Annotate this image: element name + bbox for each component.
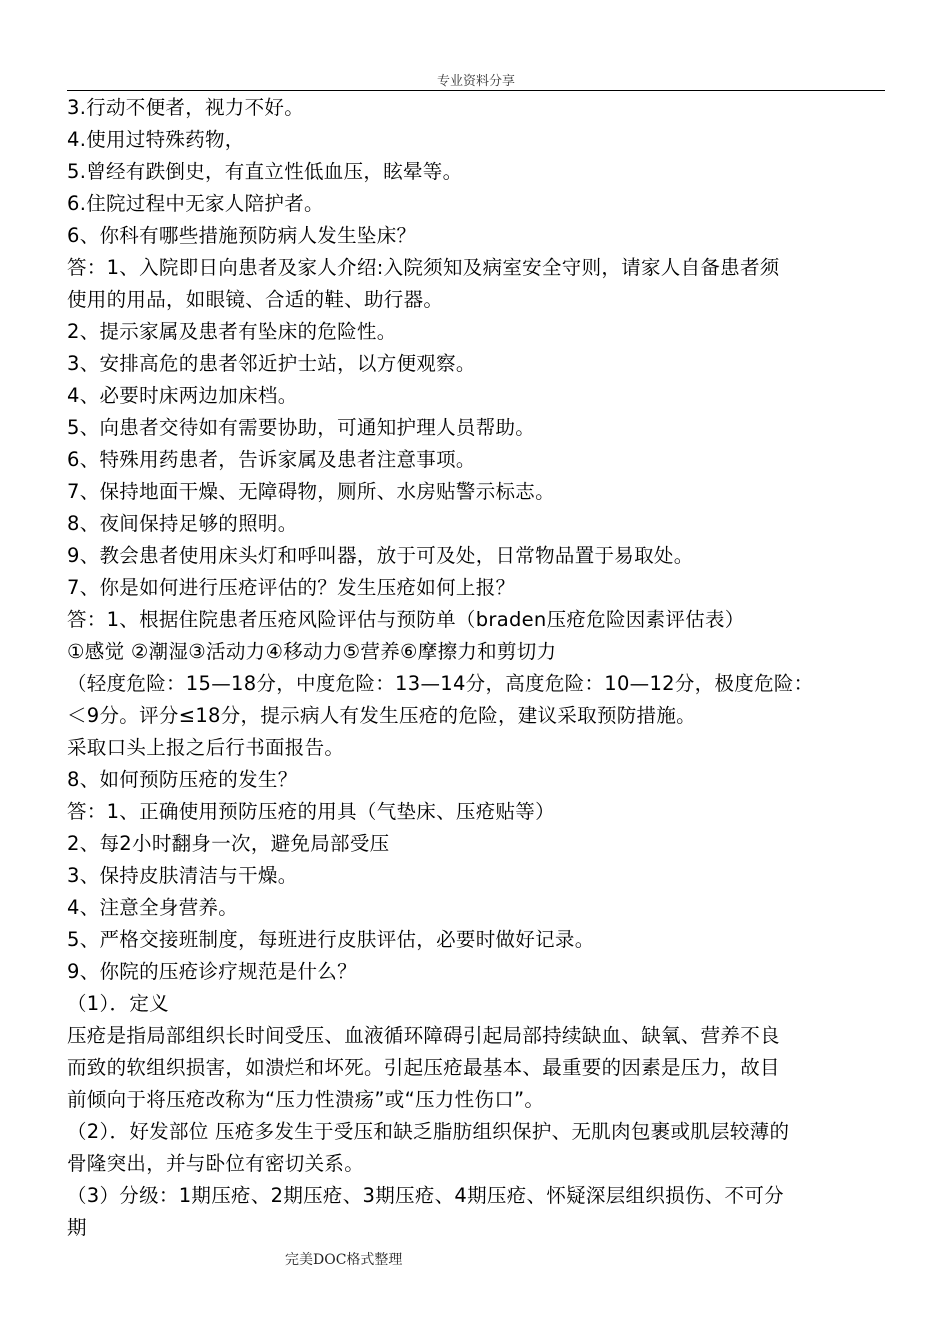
page-header <box>67 68 885 91</box>
text-line: （2）．好发部位 压疮多发生于受压和缺乏脂肪组织保护、无肌肉包裹或肌层较薄的 <box>67 1120 790 1143</box>
text-line: （3）分级：1期压疮、2期压疮、3期压疮、4期压疮、怀疑深层组织损伤、不可分 <box>67 1184 784 1207</box>
text-line: 采取口头上报之后行书面报告。 <box>67 736 345 759</box>
text-line: 前倾向于将压疮改称为“压力性溃疡”或“压力性伤口”。 <box>67 1088 545 1111</box>
text-line: ＜9分。评分≤18分，提示病人有发生压疮的危险，建议采取预防措施。 <box>67 704 696 727</box>
text-line: 7、你是如何进行压疮评估的？发生压疮如何上报？ <box>67 576 516 599</box>
text-line: （轻度危险：15—18分，中度危险：13—14分，高度危险：10—12分，极度危险： <box>67 672 814 695</box>
text-line: 5、向患者交待如有需要协助，可通知护理人员帮助。 <box>67 416 536 439</box>
text-line: 使用的用品，如眼镜、合适的鞋、助行器。 <box>67 288 444 311</box>
text-line: 9、教会患者使用床头灯和呼叫器，放于可及处，日常物品置于易取处。 <box>67 544 694 567</box>
text-line: 4、注意全身营养。 <box>67 896 239 919</box>
document-body <box>67 92 887 1244</box>
text-line: 而致的软组织损害，如溃烂和坏死。引起压疮最基本、最重要的因素是压力，故目 <box>67 1056 780 1079</box>
text-line: 7、保持地面干燥、无障碍物，厕所、水房贴警示标志。 <box>67 480 555 503</box>
text-line: 2、每2小时翻身一次，避免局部受压 <box>67 832 390 855</box>
text-line: 9、你院的压疮诊疗规范是什么？ <box>67 960 357 983</box>
text-line: 8、夜间保持足够的照明。 <box>67 512 298 535</box>
text-line: 骨隆突出，并与卧位有密切关系。 <box>67 1152 365 1175</box>
text-line: 6、特殊用药患者，告诉家属及患者注意事项。 <box>67 448 476 471</box>
text-line: 3.行动不便者，视力不好。 <box>67 96 305 119</box>
text-line: 期 <box>67 1216 87 1239</box>
text-line: 答：1、根据住院患者压疮风险评估与预防单（braden压疮危险因素评估表） <box>67 608 745 631</box>
text-line: 8、如何预防压疮的发生？ <box>67 768 298 791</box>
text-line: 5.曾经有跌倒史，有直立性低血压，眩晕等。 <box>67 160 463 183</box>
text-line: ①感觉 ②潮湿③活动力④移动力⑤营养⑥摩擦力和剪切力 <box>67 640 557 663</box>
text-line: 3、保持皮肤清洁与干燥。 <box>67 864 298 887</box>
text-line: 压疮是指局部组织长时间受压、血液循环障碍引起局部持续缺血、缺氧、营养不良 <box>67 1024 780 1047</box>
text-line: 4、必要时床两边加床档。 <box>67 384 298 407</box>
text-line: 5、严格交接班制度，每班进行皮肤评估，必要时做好记录。 <box>67 928 595 951</box>
header-text: 专业资料分享 <box>436 74 515 89</box>
page-footer: 完美DOC格式整理 <box>285 1252 403 1268</box>
text-line: 4.使用过特殊药物， <box>67 128 245 151</box>
text-line: 答：1、入院即日向患者及家人介绍:入院须知及病室安全守则，请家人自备患者须 <box>67 256 780 279</box>
text-line: 6、你科有哪些措施预防病人发生坠床？ <box>67 224 417 247</box>
text-line: 2、提示家属及患者有坠床的危险性。 <box>67 320 397 343</box>
text-line: （1）．定义 <box>67 992 169 1015</box>
text-line: 3、安排高危的患者邻近护士站，以方便观察。 <box>67 352 476 375</box>
text-line: 6.住院过程中无家人陪护者。 <box>67 192 324 215</box>
text-line: 答：1、正确使用预防压疮的用具（气垫床、压疮贴等） <box>67 800 555 823</box>
